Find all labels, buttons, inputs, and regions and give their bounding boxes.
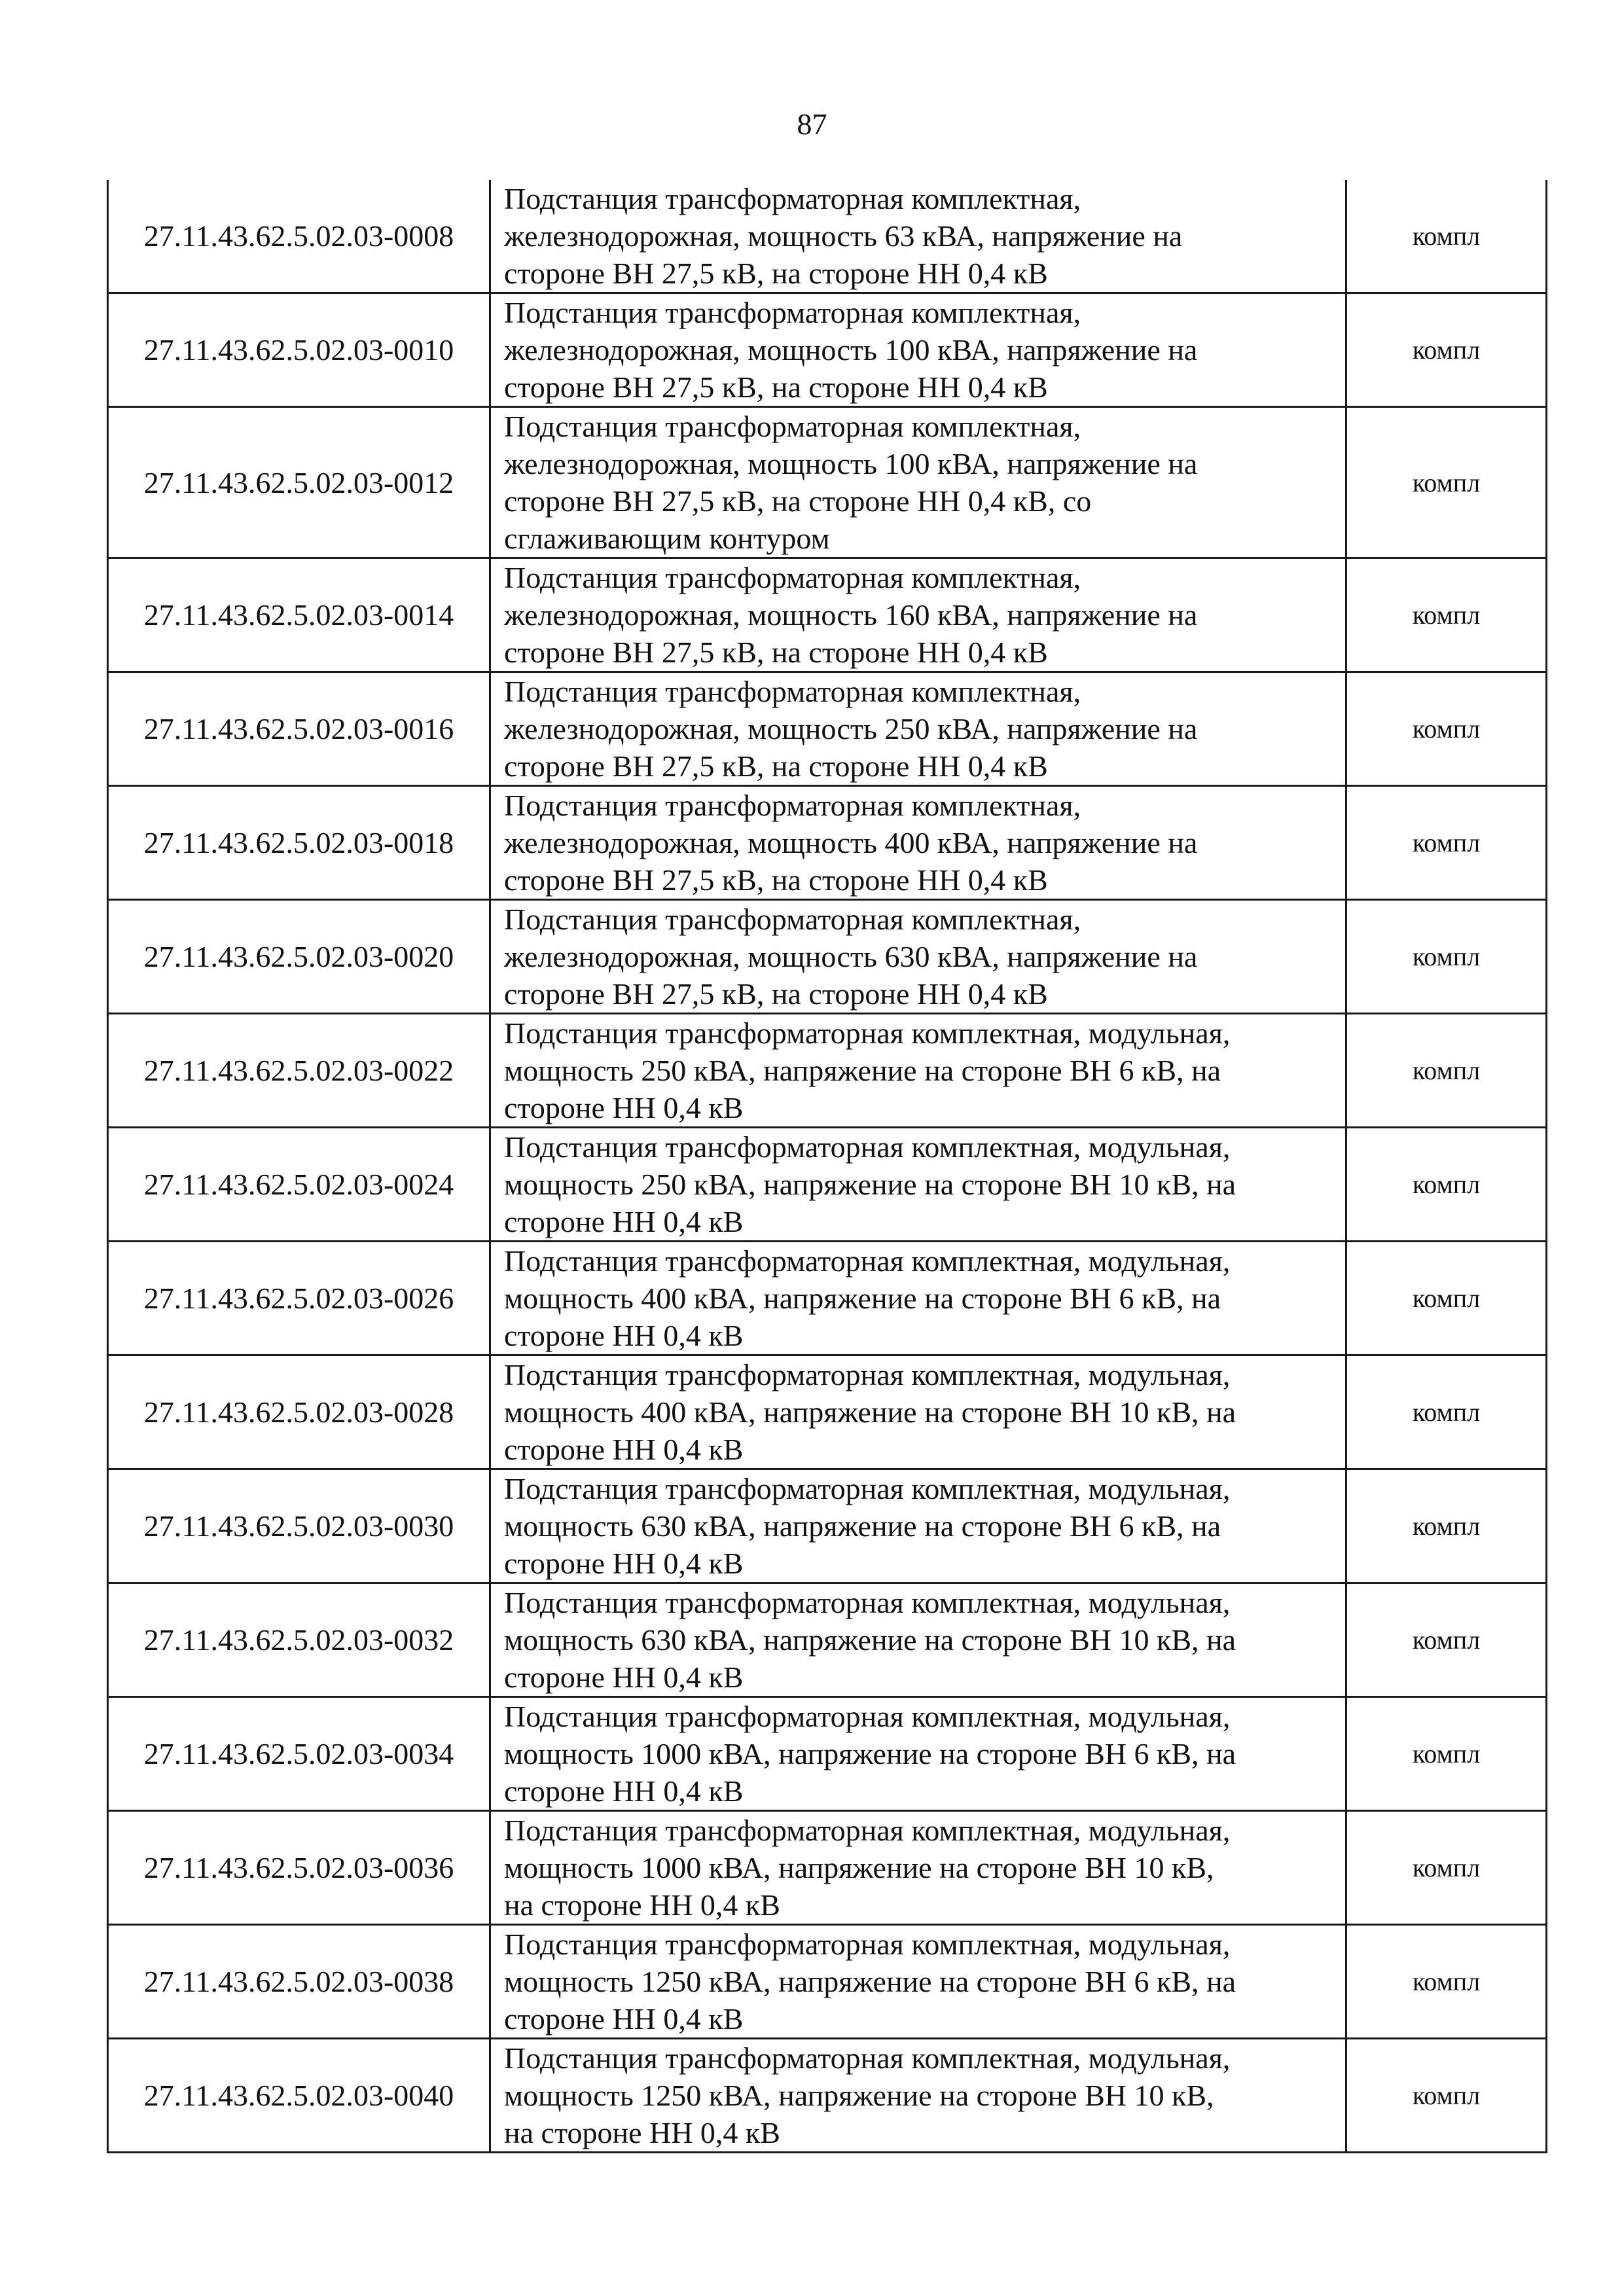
description-line: стороне ВН 27,5 кВ, на стороне НН 0,4 кВ, со [504,484,1092,518]
description-line: стороне ВН 27,5 кВ, на стороне НН 0,4 кВ [504,863,1048,897]
description-line: стороне НН 0,4 кВ [504,1660,744,1694]
description-line: железнодорожная, мощность 100 кВА, напряжение на [504,447,1198,480]
description-line: Подстанция трансформаторная комплектная, модульная, [504,1472,1231,1505]
unit-cell: компл [1346,1469,1547,1583]
resource-code-cell: 27.11.43.62.5.02.03-0038 [108,1925,490,2039]
unit-cell: компл [1346,1014,1547,1128]
table-row [108,786,1547,900]
resource-code-cell: 27.11.43.62.5.02.03-0012 [108,407,490,558]
description-line: на стороне НН 0,4 кВ [504,2116,780,2149]
description-cell [490,2039,1346,2153]
resource-code-cell: 27.11.43.62.5.02.03-0024 [108,1128,490,1242]
description-line: стороне НН 0,4 кВ [504,1547,744,1580]
description-line: Подстанция трансформаторная комплектная, модульная, [504,1814,1231,1847]
description-line: Подстанция трансформаторная комплектная, [504,296,1081,329]
unit-cell: компл [1346,1242,1547,1355]
description-line: железнодорожная, мощность 63 кВА, напряжение на [504,219,1183,253]
description-cell [490,1925,1346,2039]
page-number: 87 [797,107,827,141]
description-line: железнодорожная, мощность 100 кВА, напряжение на [504,333,1198,367]
description-line: стороне ВН 27,5 кВ, на стороне НН 0,4 кВ [504,257,1048,290]
description-cell [490,1469,1346,1583]
table-row [108,1014,1547,1128]
table-row [108,900,1547,1014]
description-line: Подстанция трансформаторная комплектная, модульная, [504,1130,1231,1164]
resource-code-cell: 27.11.43.62.5.02.03-0014 [108,558,490,672]
description-line: мощность 1000 кВА, напряжение на стороне ВН 6 кВ, на [504,1737,1236,1770]
resource-code-cell: 27.11.43.62.5.02.03-0020 [108,900,490,1014]
table-row [108,1469,1547,1583]
description-line: железнодорожная, мощность 400 кВА, напряжение на [504,826,1198,859]
unit-cell: компл [1346,1355,1547,1469]
description-line: мощность 400 кВА, напряжение на стороне ВН 6 кВ, на [504,1282,1221,1315]
resource-code-cell: 27.11.43.62.5.02.03-0028 [108,1355,490,1469]
description-cell [490,558,1346,672]
description-line: мощность 630 кВА, напряжение на стороне ВН 6 кВ, на [504,1509,1221,1543]
description-cell [490,407,1346,558]
unit-cell: компл [1346,900,1547,1014]
description-line: Подстанция трансформаторная комплектная, [504,675,1081,708]
table-row [108,1811,1547,1925]
description-cell [490,1697,1346,1811]
description-line: мощность 400 кВА, напряжение на стороне ВН 10 кВ, на [504,1395,1236,1429]
description-line: стороне НН 0,4 кВ [504,2002,744,2036]
table-row [108,1583,1547,1697]
table-row [108,2039,1547,2153]
unit-cell: компл [1346,786,1547,900]
table-row [108,1128,1547,1242]
unit-cell: компл [1346,1697,1547,1811]
description-line: стороне НН 0,4 кВ [504,1433,744,1466]
resource-code-cell: 27.11.43.62.5.02.03-0008 [108,180,490,293]
description-cell [490,672,1346,786]
unit-cell: компл [1346,1128,1547,1242]
description-line: стороне НН 0,4 кВ [504,1091,744,1124]
price-code-table [107,180,1547,2153]
description-line: Подстанция трансформаторная комплектная, модульная, [504,1358,1231,1391]
resource-code-cell: 27.11.43.62.5.02.03-0034 [108,1697,490,1811]
resource-code-cell: 27.11.43.62.5.02.03-0010 [108,293,490,407]
description-line: Подстанция трансформаторная комплектная, модульная, [504,1586,1231,1619]
table-row [108,293,1547,407]
description-line: Подстанция трансформаторная комплектная, модульная, [504,2041,1231,2075]
resource-code-cell: 27.11.43.62.5.02.03-0022 [108,1014,490,1128]
table-row [108,1925,1547,2039]
description-line: на стороне НН 0,4 кВ [504,1888,780,1922]
description-line: Подстанция трансформаторная комплектная, модульная, [504,1700,1231,1733]
description-line: стороне НН 0,4 кВ [504,1774,744,1808]
description-line: Подстанция трансформаторная комплектная, [504,903,1081,936]
unit-cell: компл [1346,1925,1547,2039]
description-line: Подстанция трансформаторная комплектная, модульная, [504,1244,1231,1278]
description-line: стороне НН 0,4 кВ [504,1319,744,1352]
description-line: стороне ВН 27,5 кВ, на стороне НН 0,4 кВ [504,749,1048,783]
table-row [108,672,1547,786]
table-row [108,1242,1547,1355]
description-line: стороне ВН 27,5 кВ, на стороне НН 0,4 кВ [504,636,1048,669]
unit-cell: компл [1346,1811,1547,1925]
description-line: Подстанция трансформаторная комплектная, [504,561,1081,594]
description-line: Подстанция трансформаторная комплектная, [504,410,1081,443]
resource-code-cell: 27.11.43.62.5.02.03-0018 [108,786,490,900]
description-cell [490,1014,1346,1128]
description-cell [490,1355,1346,1469]
unit-cell: компл [1346,1583,1547,1697]
unit-cell: компл [1346,180,1547,293]
resource-code-cell: 27.11.43.62.5.02.03-0040 [108,2039,490,2153]
description-line: мощность 250 кВА, напряжение на стороне ВН 10 кВ, на [504,1168,1236,1201]
table-row [108,407,1547,558]
description-line: Подстанция трансформаторная комплектная, [504,182,1081,215]
unit-cell: компл [1346,293,1547,407]
description-cell [490,1811,1346,1925]
resource-code-cell: 27.11.43.62.5.02.03-0026 [108,1242,490,1355]
unit-cell: компл [1346,2039,1547,2153]
description-line: железнодорожная, мощность 630 кВА, напряжение на [504,940,1198,973]
description-line: мощность 630 кВА, напряжение на стороне ВН 10 кВ, на [504,1623,1236,1657]
table-body [108,180,1547,2153]
description-cell [490,786,1346,900]
table-row [108,558,1547,672]
description-line: стороне ВН 27,5 кВ, на стороне НН 0,4 кВ [504,370,1048,404]
description-line: мощность 1250 кВА, напряжение на стороне ВН 10 кВ, [504,2079,1214,2112]
table-row [108,1355,1547,1469]
unit-cell: компл [1346,407,1547,558]
table-row [108,1697,1547,1811]
description-cell [490,1583,1346,1697]
description-cell [490,900,1346,1014]
description-line: мощность 250 кВА, напряжение на стороне ВН 6 кВ, на [504,1054,1221,1087]
description-line: Подстанция трансформаторная комплектная, модульная, [504,1016,1231,1050]
description-cell [490,1242,1346,1355]
description-line: сглаживающим контуром [504,522,830,555]
unit-cell: компл [1346,672,1547,786]
description-cell [490,180,1346,293]
description-line: железнодорожная, мощность 250 кВА, напряжение на [504,712,1198,745]
description-line: мощность 1000 кВА, напряжение на стороне ВН 10 кВ, [504,1851,1214,1884]
description-cell [490,293,1346,407]
description-line: Подстанция трансформаторная комплектная, [504,789,1081,822]
description-line: железнодорожная, мощность 160 кВА, напряжение на [504,598,1198,632]
description-line: стороне ВН 27,5 кВ, на стороне НН 0,4 кВ [504,977,1048,1011]
resource-code-cell: 27.11.43.62.5.02.03-0036 [108,1811,490,1925]
description-line: стороне НН 0,4 кВ [504,1205,744,1238]
description-cell [490,1128,1346,1242]
description-line: мощность 1250 кВА, напряжение на стороне ВН 6 кВ, на [504,1965,1236,1998]
resource-code-cell: 27.11.43.62.5.02.03-0030 [108,1469,490,1583]
description-line: Подстанция трансформаторная комплектная, модульная, [504,1928,1231,1961]
table-row [108,180,1547,293]
resource-code-cell: 27.11.43.62.5.02.03-0016 [108,672,490,786]
resource-code-cell: 27.11.43.62.5.02.03-0032 [108,1583,490,1697]
unit-cell: компл [1346,558,1547,672]
